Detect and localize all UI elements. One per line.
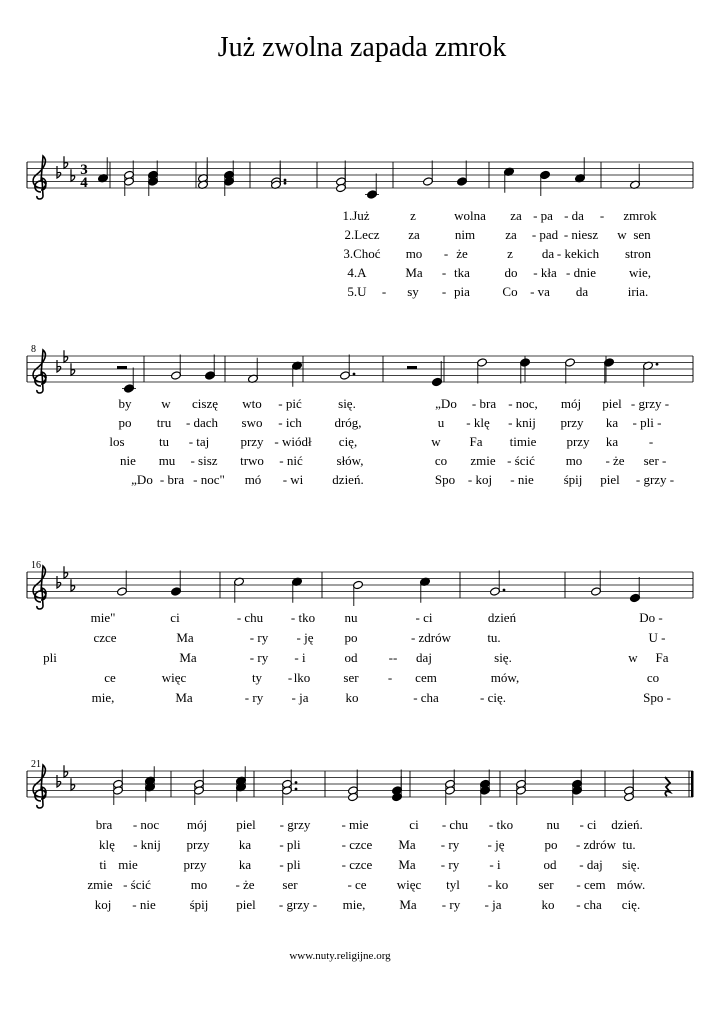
lyric-syllable: - knij <box>133 837 161 852</box>
lyric-syllable: - kekich <box>556 246 600 261</box>
lyric-syllable: w <box>431 434 441 449</box>
lyric-syllable: los <box>109 434 125 449</box>
lyric-syllable: przy <box>186 837 210 852</box>
flat-sign-icon <box>57 576 61 588</box>
lyric-syllable: piel <box>602 396 622 411</box>
lyric-syllable: ka <box>238 857 252 872</box>
lyric-syllable: - ry <box>244 690 264 705</box>
lyric-syllable: - nie <box>510 472 534 487</box>
lyric-syllable: U - <box>648 630 666 645</box>
lyric-syllable: z <box>507 246 513 261</box>
lyric-syllable: za <box>505 227 517 242</box>
lyric-syllable: - niesz <box>563 227 599 242</box>
lyric-syllable: po <box>344 630 358 645</box>
lyric-syllable: ty <box>251 670 263 685</box>
flat-sign-icon <box>71 169 75 181</box>
lyric-syllable: się. <box>622 857 640 872</box>
lyric-syllable: Ma <box>179 650 197 665</box>
lyric-syllable: - pa <box>533 208 553 223</box>
lyric-syllable: tyl <box>446 877 460 892</box>
lyric-syllable: - pić <box>278 396 302 411</box>
lyric-syllable: - ry <box>249 650 269 665</box>
lyric-syllable: Spo <box>434 472 456 487</box>
half-rest-icon <box>407 366 417 369</box>
flat-sign-icon <box>57 360 61 372</box>
lyric-syllable: Ma <box>176 630 194 645</box>
lyric-syllable: przy <box>566 434 590 449</box>
lyric-syllable: od <box>543 857 557 872</box>
lyric-syllable: da <box>575 284 589 299</box>
lyric-syllable: mów, <box>490 670 520 685</box>
lyric-syllable: ko <box>541 897 555 912</box>
lyric-syllable: - kła <box>533 265 557 280</box>
lyric-syllable: cię. <box>621 897 641 912</box>
flat-sign-icon <box>71 778 75 790</box>
lyric-syllable: daj <box>416 650 432 665</box>
lyric-syllable: ser - <box>643 453 667 468</box>
lyric-syllable: Ma <box>399 897 417 912</box>
lyric-syllable: klę <box>99 837 115 852</box>
lyric-syllable: przy <box>560 415 584 430</box>
lyric-syllable: ciszę <box>192 396 218 411</box>
lyric-syllable: z <box>410 208 416 223</box>
lyric-syllable: - ja <box>291 690 309 705</box>
lyric-syllable: cię, <box>338 434 358 449</box>
lyric-syllable: - <box>443 246 449 261</box>
lyric-syllable: dzień. <box>611 817 643 832</box>
lyric-syllable: mie, <box>342 897 366 912</box>
lyric-syllable: - nie <box>132 897 156 912</box>
lyric-syllable: da <box>541 246 555 261</box>
lyric-syllable: ser <box>282 877 298 892</box>
treble-clef-icon <box>33 765 46 808</box>
lyric-syllable: mój <box>560 396 582 411</box>
lyric-syllable: Ma <box>405 265 423 280</box>
lyric-syllable: co <box>434 453 448 468</box>
staff-system-1 <box>27 156 693 299</box>
lyric-syllable: lko <box>293 670 311 685</box>
lyric-syllable: - bra <box>471 396 497 411</box>
lyric-syllable: Fa <box>655 650 669 665</box>
lyric-syllable: ci <box>170 610 180 625</box>
flat-sign-icon <box>57 166 61 178</box>
lyric-syllable: dzień. <box>332 472 364 487</box>
lyric-syllable: piel <box>600 472 620 487</box>
augmentation-dot <box>295 788 298 791</box>
staff-system-4 <box>27 759 694 912</box>
lyric-syllable: - zdrów <box>410 630 452 645</box>
lyric-syllable: Ma <box>175 690 193 705</box>
lyric-syllable: nu <box>344 610 358 625</box>
lyric-syllable: - cha <box>576 897 602 912</box>
lyric-syllable: ko <box>345 690 359 705</box>
lyric-syllable: 2.Lecz <box>344 227 380 242</box>
treble-clef-icon <box>33 156 46 199</box>
lyric-syllable: - cha <box>413 690 439 705</box>
measure-number: 8 <box>31 344 36 355</box>
lyric-syllable: - chu <box>236 610 264 625</box>
lyric-syllable: mu <box>158 453 176 468</box>
lyric-syllable: - grzy - <box>278 897 318 912</box>
lyric-syllable: nie <box>120 453 136 468</box>
lyric-syllable: ka <box>605 415 619 430</box>
lyric-syllable: ser <box>343 670 359 685</box>
flat-sign-icon <box>64 765 68 777</box>
lyric-syllable: - czce <box>341 837 373 852</box>
lyric-syllable: trwo <box>240 453 264 468</box>
lyric-syllable: Fa <box>469 434 483 449</box>
lyric-syllable: - noc <box>132 817 160 832</box>
lyric-syllable: piel <box>236 897 256 912</box>
lyric-syllable: tka <box>454 265 470 280</box>
lyric-syllable: - wiódł <box>274 434 312 449</box>
lyric-syllable: - ja <box>484 897 502 912</box>
lyric-syllable: - bra <box>159 472 185 487</box>
lyric-syllable: mie <box>118 857 138 872</box>
lyric-syllable: timie <box>509 434 537 449</box>
augmentation-dot <box>284 182 287 185</box>
lyric-syllable: więc <box>396 877 422 892</box>
lyric-syllable: pia <box>454 284 470 299</box>
lyric-syllable: piel <box>236 817 256 832</box>
lyric-syllable: u <box>437 415 445 430</box>
staff-system-3 <box>27 560 693 705</box>
lyric-syllable: po <box>118 415 132 430</box>
lyric-syllable: - noc, <box>508 396 538 411</box>
lyric-syllable: 4.A <box>347 265 367 280</box>
lyric-syllable: - <box>381 284 387 299</box>
lyric-syllable: tu. <box>622 837 636 852</box>
lyric-syllable: -- <box>388 650 398 665</box>
lyric-syllable: przy <box>183 857 207 872</box>
lyric-syllable: - ko <box>487 877 509 892</box>
lyric-syllable: - chu <box>441 817 469 832</box>
lyric-syllable: mój <box>186 817 208 832</box>
lyric-syllable: więc <box>161 670 187 685</box>
flat-sign-icon <box>71 363 75 375</box>
lyric-syllable: nim <box>454 227 476 242</box>
lyric-syllable: - cię. <box>480 690 506 705</box>
lyric-syllable: nu <box>546 817 560 832</box>
lyric-syllable: sen <box>633 227 651 242</box>
lyric-syllable: - va <box>530 284 550 299</box>
lyric-syllable: słów, <box>336 453 364 468</box>
lyric-syllable: Ma <box>398 837 416 852</box>
lyric-syllable: - noc" <box>193 472 225 487</box>
lyric-syllable: - <box>648 434 654 449</box>
lyric-syllable: - wi <box>282 472 304 487</box>
lyric-syllable: - <box>287 670 293 685</box>
lyric-syllable: iria. <box>627 284 649 299</box>
lyric-syllable: - dach <box>185 415 219 430</box>
lyric-syllable: pli <box>43 650 57 665</box>
lyric-syllable: - knij <box>508 415 536 430</box>
lyric-syllable: tru <box>156 415 172 430</box>
lyric-syllable: w <box>628 650 638 665</box>
augmentation-dot <box>353 373 356 376</box>
quarter-rest-icon <box>665 777 670 796</box>
lyric-syllable: mo <box>190 877 208 892</box>
lyric-syllable: ci <box>409 817 419 832</box>
lyric-syllable: - ję <box>487 837 505 852</box>
lyric-syllable: w <box>617 227 627 242</box>
lyric-syllable: - i <box>489 857 501 872</box>
lyric-syllable: wto <box>242 396 262 411</box>
augmentation-dot <box>656 363 659 366</box>
lyric-syllable: - <box>441 284 447 299</box>
lyric-syllable: - ry <box>440 857 460 872</box>
lyric-syllable: - ry <box>440 837 460 852</box>
treble-clef-icon <box>33 566 46 609</box>
lyric-syllable: co <box>646 670 660 685</box>
lyric-syllable: zmie <box>470 453 496 468</box>
lyric-syllable: że <box>456 246 468 261</box>
lyric-syllable: - dnie <box>566 265 596 280</box>
lyric-syllable: w <box>161 396 171 411</box>
lyric-syllable: - <box>387 670 393 685</box>
lyric-syllable: - i <box>294 650 306 665</box>
lyric-syllable: - nić <box>279 453 303 468</box>
lyric-syllable: - grzy - <box>635 472 675 487</box>
lyric-syllable: - ich <box>278 415 302 430</box>
lyric-syllable: 5.U <box>347 284 367 299</box>
lyric-syllable: - ce <box>347 877 367 892</box>
lyric-syllable: tu <box>158 434 170 449</box>
lyric-syllable: dzień <box>487 610 517 625</box>
lyric-syllable: po <box>544 837 558 852</box>
lyric-syllable: - grzy <box>279 817 311 832</box>
lyric-syllable: - ci <box>415 610 433 625</box>
lyric-syllable: bra <box>95 817 113 832</box>
flat-sign-icon <box>64 156 68 168</box>
lyric-syllable: śpij <box>189 897 209 912</box>
lyric-syllable: się. <box>494 650 512 665</box>
lyric-syllable: za <box>510 208 522 223</box>
lyric-syllable: - ję <box>296 630 314 645</box>
lyric-syllable: - <box>599 208 605 223</box>
lyric-syllable: mó <box>244 472 262 487</box>
lyric-syllable: - ścić <box>123 877 151 892</box>
final-barline-thick <box>691 771 694 797</box>
lyric-syllable: Spo - <box>643 690 671 705</box>
lyric-syllable: wolna <box>454 208 486 223</box>
lyric-syllable: mów. <box>616 877 646 892</box>
augmentation-dot <box>284 179 287 182</box>
lyric-syllable: stron <box>625 246 651 261</box>
lyric-syllable: 3.Choć <box>343 246 381 261</box>
lyric-syllable: „Do <box>131 472 153 487</box>
lyric-syllable: mo <box>565 453 583 468</box>
time-signature-top: 3 <box>80 162 88 178</box>
lyric-syllable: swo <box>241 415 263 430</box>
lyric-syllable: - ścić <box>507 453 535 468</box>
lyric-syllable: tu. <box>487 630 501 645</box>
lyric-syllable: by <box>118 396 132 411</box>
flat-sign-icon <box>64 350 68 362</box>
lyric-syllable: ti <box>99 857 107 872</box>
lyric-syllable: - że <box>235 877 255 892</box>
lyric-syllable: - mie <box>341 817 369 832</box>
footer-url[interactable]: www.nuty.religijne.org <box>289 950 391 962</box>
lyric-syllable: - <box>441 265 447 280</box>
lyric-syllable: śpij <box>563 472 583 487</box>
lyric-syllable: - koj <box>467 472 493 487</box>
lyric-syllable: zmrok <box>623 208 657 223</box>
lyric-syllable: mie, <box>91 690 115 705</box>
lyric-syllable: sy <box>407 284 419 299</box>
lyric-syllable: za <box>408 227 420 242</box>
lyric-syllable: - tko <box>290 610 316 625</box>
lyric-syllable: - da <box>564 208 584 223</box>
measure-number: 21 <box>31 759 41 770</box>
lyric-syllable: od <box>344 650 358 665</box>
lyric-syllable: - ci <box>579 817 597 832</box>
lyric-syllable: - taj <box>188 434 210 449</box>
lyric-syllable: ka <box>238 837 252 852</box>
lyric-syllable: 1.Już <box>342 208 370 223</box>
lyric-syllable: mo <box>405 246 423 261</box>
lyric-syllable: się. <box>338 396 356 411</box>
lyric-syllable: ce <box>104 670 116 685</box>
lyric-syllable: dróg, <box>334 415 362 430</box>
lyric-syllable: czce <box>93 630 117 645</box>
staff-system-2 <box>27 344 693 487</box>
lyric-syllable: - tko <box>488 817 514 832</box>
flat-sign-icon <box>64 566 68 578</box>
lyric-syllable: przy <box>240 434 264 449</box>
time-signature-bottom: 4 <box>80 175 88 191</box>
treble-clef-icon <box>33 350 46 393</box>
lyric-syllable: - czce <box>341 857 373 872</box>
lyric-syllable: - pli <box>279 837 301 852</box>
lyric-syllable: - ry <box>441 897 461 912</box>
lyric-syllable: - daj <box>579 857 603 872</box>
lyric-syllable: Co <box>502 284 518 299</box>
lyric-syllable: do <box>504 265 518 280</box>
lyric-syllable: - pad <box>531 227 559 242</box>
half-rest-icon <box>117 366 127 369</box>
lyric-syllable: - ry <box>249 630 269 645</box>
lyric-syllable: mie" <box>90 610 116 625</box>
song-title: Już zwolna zapada zmrok <box>217 32 507 63</box>
lyric-syllable: ka <box>605 434 619 449</box>
lyric-syllable: - że <box>605 453 625 468</box>
lyric-syllable: Ma <box>398 857 416 872</box>
lyric-syllable: - cem <box>576 877 606 892</box>
lyric-syllable: - zdrów <box>575 837 617 852</box>
lyric-syllable: zmie <box>87 877 113 892</box>
lyric-syllable: ser <box>538 877 554 892</box>
flat-sign-icon <box>71 579 75 591</box>
lyric-syllable: - grzy - <box>630 396 670 411</box>
lyric-syllable: „Do <box>435 396 457 411</box>
lyric-syllable: Do - <box>639 610 663 625</box>
lyric-syllable: - pli - <box>632 415 662 430</box>
augmentation-dot <box>295 781 298 784</box>
lyric-syllable: koj <box>94 897 112 912</box>
lyric-syllable: - klę <box>466 415 490 430</box>
lyric-syllable: cem <box>415 670 437 685</box>
lyric-syllable: - pli <box>279 857 301 872</box>
lyric-syllable: - sisz <box>190 453 218 468</box>
augmentation-dot <box>503 589 506 592</box>
measure-number: 16 <box>31 560 41 571</box>
flat-sign-icon <box>57 775 61 787</box>
lyric-syllable: wie, <box>628 265 652 280</box>
